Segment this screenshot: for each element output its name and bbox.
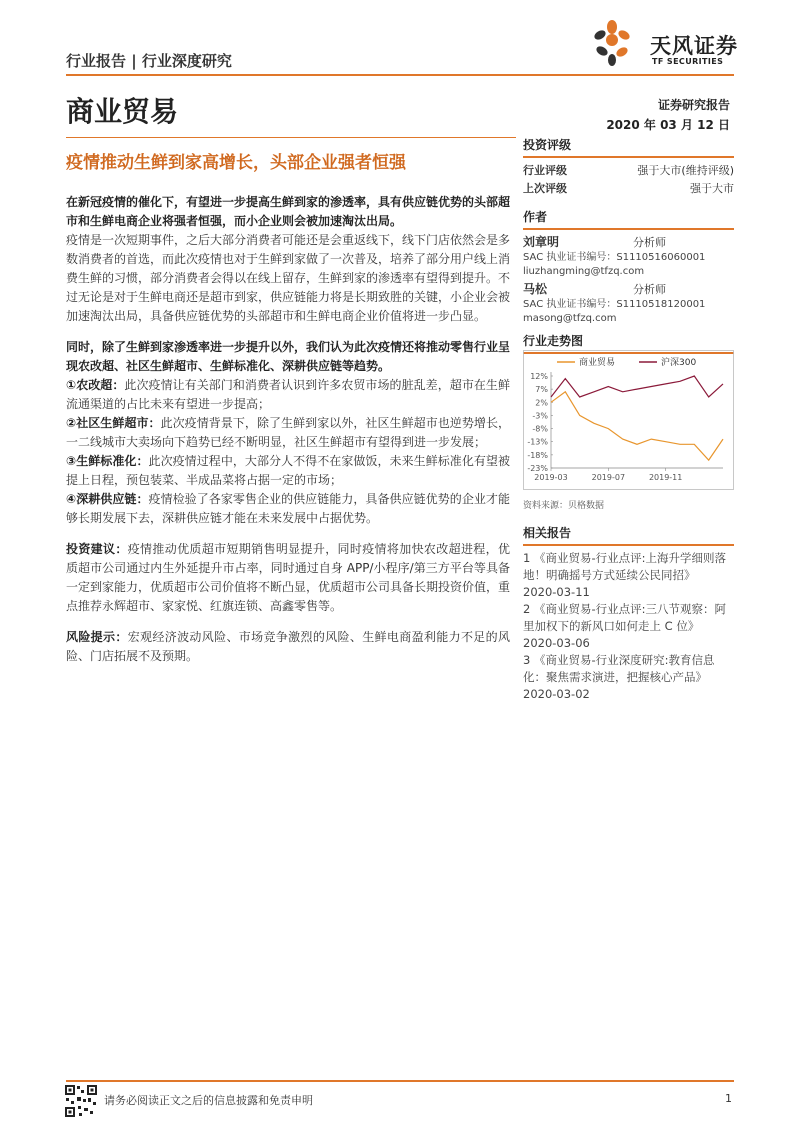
footer-divider — [66, 1080, 734, 1082]
intro-paragraph — [66, 193, 510, 326]
related-section — [523, 524, 734, 703]
industry-rating-value: 强于大市(维持评级) — [637, 164, 734, 177]
prev-rating-row — [523, 180, 734, 198]
author-block — [523, 234, 734, 279]
rating-heading: 投资评级 — [523, 136, 734, 158]
industry-trend-chart — [523, 350, 734, 490]
x-tick-label: 2019-03 — [534, 473, 568, 482]
author-license: SAC 执业证书编号：S1110518120001 — [523, 299, 706, 310]
author-name-row — [523, 281, 734, 298]
related-date: 2020-03-02 — [523, 687, 590, 701]
author-role: 分析师 — [633, 236, 666, 249]
sector-title: 商业贸易 — [66, 95, 179, 128]
industry-rating-row — [523, 162, 734, 180]
author-name: 刘章明 — [523, 235, 560, 249]
title-divider — [66, 137, 516, 138]
chart-frame — [524, 351, 734, 490]
trend-lead: 同时，除了生鲜到家渗透率进一步提升以外，我们认为此次疫情还将推动零售行业呈现农改超、社区生鲜超市、生鲜标准化、深耕供应链等趋势。 — [66, 340, 511, 373]
y-tick-label: 7% — [535, 385, 548, 395]
brand-name: 天风证券 — [650, 34, 738, 58]
author-email[interactable]: liuzhangming@tfzq.com — [523, 266, 645, 277]
trend-paragraph — [66, 338, 510, 528]
trend-4-text: 疫情检验了各家零售企业的供应链能力，具备供应链优势的企业才能够长期发展下去，深耕供应链才能在未来发展中占据优势。 — [66, 492, 510, 525]
legend-label: 商业贸易 — [579, 358, 616, 368]
related-date: 2020-03-06 — [523, 636, 590, 650]
prev-rating-label: 上次评级 — [523, 182, 567, 195]
trend-4-head: ④深耕供应链： — [66, 492, 149, 506]
related-date: 2020-03-11 — [523, 585, 590, 599]
y-tick-label: -8% — [532, 424, 548, 434]
trend-1-text: 此次疫情让有关部门和消费者认识到许多农贸市场的脏乱差，超市在生鲜流通渠道的占比未来有望进一步提高； — [66, 378, 510, 411]
author-name-row — [523, 234, 734, 251]
series-line-commerce — [551, 392, 723, 460]
risk-paragraph — [66, 628, 510, 666]
author-block — [523, 281, 734, 326]
related-list — [523, 550, 734, 703]
investment-paragraph — [66, 540, 510, 616]
author-license: SAC 执业证书编号：S1110516060001 — [523, 252, 706, 263]
prev-rating-value: 强于大市 — [690, 182, 734, 195]
series-line-csi300 — [551, 376, 723, 397]
industry-rating-label: 行业评级 — [523, 164, 567, 177]
legend-label: 沪深300 — [661, 358, 697, 368]
brand-name-en: TF SECURITIES — [652, 57, 724, 66]
author-role: 分析师 — [633, 283, 666, 296]
trend-3-head: ③生鲜标准化： — [66, 454, 149, 468]
related-item[interactable]: 1 《商业贸易-行业点评:上海升学细则落地！明确摇号方式延续公民同招》 — [523, 551, 726, 582]
author-name: 马松 — [523, 282, 548, 296]
x-tick-label: 2019-11 — [648, 473, 683, 482]
report-category: 行业报告 | 行业深度研究 — [66, 52, 232, 70]
qr-code-icon — [64, 1084, 98, 1118]
trend-1-head: ①农改超： — [66, 378, 125, 392]
authors-section — [523, 208, 734, 326]
trend-3-text: 此次疫情过程中，大部分人不得不在家做饭，未来生鲜标准化有望被提上日程，预包装菜、半成品菜将占据一定的市场； — [66, 454, 510, 487]
authors-heading: 作者 — [523, 208, 734, 230]
trend-2-text: 此次疫情背景下，除了生鲜到家以外，社区生鲜超市也逆势增长，一二线城市大卖场向下趋势已经不断明显，社区生鲜超市有望得到进一步发展； — [66, 416, 510, 449]
rating-section — [523, 136, 734, 198]
intro-lead: 在新冠疫情的催化下，有望进一步提高生鲜到家的渗透率，具有供应链优势的头部超市和生鲜电商企业将强者恒强，而小企业则会被加速淘汰出局。 — [66, 195, 511, 228]
related-item[interactable]: 2 《商业贸易-行业点评:三八节观察：阿里加权下的新风口如何走上 C 位》 — [523, 602, 726, 633]
report-type: 证券研究报告 — [657, 98, 730, 112]
y-tick-label: -13% — [527, 437, 548, 447]
y-tick-label: -23% — [527, 464, 548, 473]
header-divider — [66, 74, 734, 76]
report-title: 疫情推动生鲜到家高增长，头部企业强者恒强 — [66, 153, 406, 173]
y-tick-label: -3% — [532, 411, 548, 421]
y-tick-label: 2% — [535, 398, 548, 408]
page-number: 1 — [725, 1092, 732, 1105]
chart-source: 资料来源：贝格数据 — [523, 501, 605, 511]
trend-heading: 行业走势图 — [523, 332, 734, 354]
trend-2-head: ②社区生鲜超市： — [66, 416, 161, 430]
investment-head: 投资建议： — [66, 542, 128, 556]
author-email[interactable]: masong@tfzq.com — [523, 313, 617, 324]
risk-text: 宏观经济波动风险、市场竞争激烈的风险、生鲜电商盈利能力不足的风险、门店拓展不及预期。 — [66, 630, 510, 663]
investment-text: 疫情推动优质超市短期销售明显提升，同时疫情将加快农改超进程，优质超市公司通过内生外延提升市占率，同时通过自身 APP/小程序/第三方平台等具备一定到家能力，优质超市公司价值将不断凸显，优质超市公司具备长期投资价值，重点推荐永辉超市、家家悦、红旗连锁、高鑫零售等。 — [66, 542, 511, 613]
intro-text: 疫情是一次短期事件，之后大部分消费者可能还是会重返线下，线下门店依然会是多数消费者的首选，而此次疫情也对于生鲜到家做了一次普及，培养了部分用户线上消费生鲜的习惯，部分消费者会得以在线上留存，生鲜到家的渗透率有望得到提升。不过无论是对于生鲜电商还是超市到家，供应链能力将是长期致胜的关键，小企业会被加速淘汰出局，具备供应链优势的头部超市和生鲜电商企业价值将进一步凸显。 — [66, 233, 511, 323]
x-tick-label: 2019-07 — [591, 473, 626, 482]
y-tick-label: 12% — [530, 372, 548, 381]
footer-disclaimer: 请务必阅读正文之后的信息披露和免责申明 — [104, 1094, 313, 1107]
related-heading: 相关报告 — [523, 524, 734, 546]
related-item[interactable]: 3 《商业贸易-行业深度研究:教育信息化：聚焦需求演进，把握核心产品》 — [523, 653, 715, 684]
report-date: 2020 年 03 月 12 日 — [606, 118, 730, 132]
main-body — [66, 193, 510, 678]
y-tick-label: -18% — [527, 450, 548, 460]
risk-head: 风险提示： — [66, 630, 128, 644]
